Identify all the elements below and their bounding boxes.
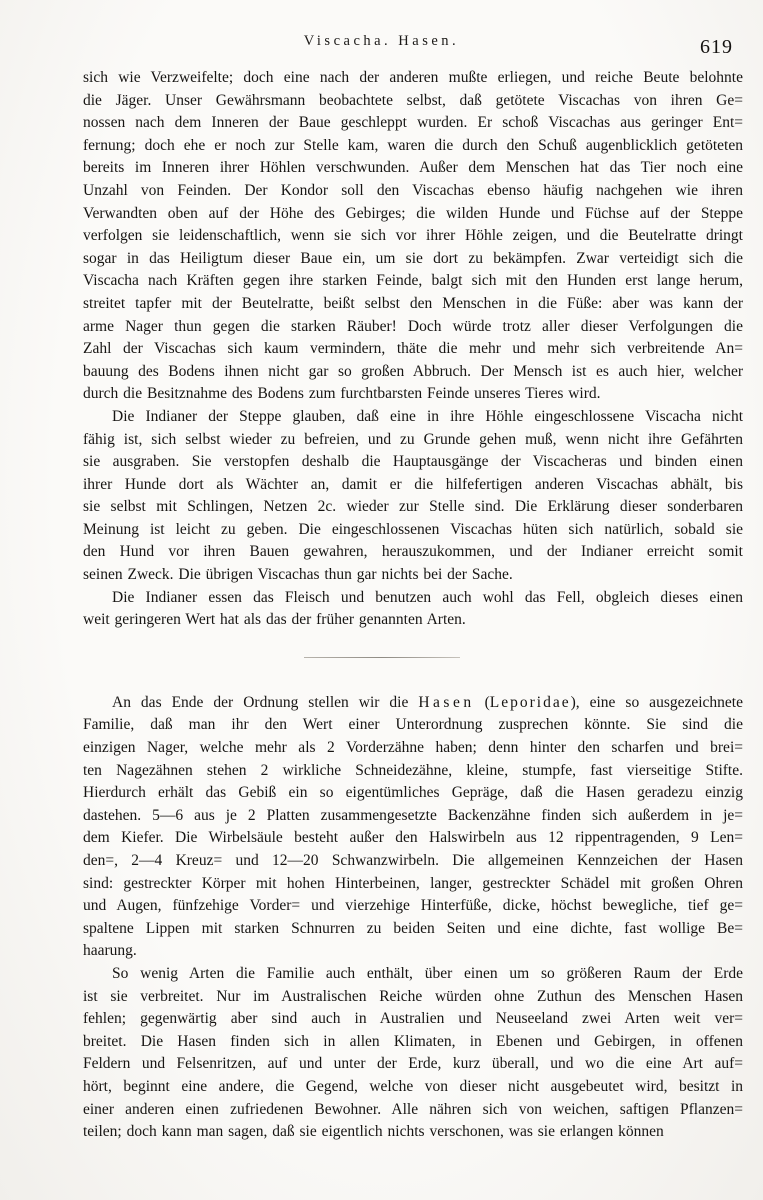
text-line: sie selbst mit Schlingen, Netzen 2c. wieder zur Stelle sind. Die Erklärung dieser sonderbaren — [83, 498, 743, 516]
running-head: Viscacha. Hasen. — [303, 33, 460, 49]
section-separator — [83, 657, 743, 658]
text-line: An das Ende der Ordnung stellen wir die Hasen (Leporidae), eine so ausgezeichnete — [112, 693, 743, 711]
text-line: sie ausgraben. Sie verstopfen deshalb die Hauptausgänge der Viscacheras und binden einen — [83, 453, 743, 471]
text-line: die Jäger. Unser Gewährsmann beobachtete selbst, daß getötete Viscachas von ihren Ge= — [83, 91, 743, 109]
paragraph — [83, 692, 743, 963]
text-line: dem Kiefer. Die Wirbelsäule besteht außer den Halswirbeln aus 12 rippentragenden, 9 Len= — [83, 829, 743, 847]
text-line: Verwandten oben auf der Höhe des Gebirges; die wilden Hunde und Füchse auf der Steppe — [83, 204, 743, 222]
text-line: breitet. Die Hasen finden sich in allen Klimaten, in Ebenen und Gebirgen, in offenen — [83, 1032, 743, 1050]
text-line: fähig ist, sich selbst wieder zu befreien, und zu Grunde gehen muß, wenn nicht ihre Gefährten — [83, 430, 743, 448]
text-line: bauung des Bodens ihnen nicht gar so großen Abbruch. Der Mensch ist es auch hier, welcher — [83, 362, 743, 380]
text-column — [83, 67, 743, 1144]
text-line: hört, beginnt eine andere, die Gegend, welche von dieser nicht ausgebeutet wird, besitzt in — [83, 1077, 743, 1095]
text-line: sich wie Verzweifelte; doch eine nach der anderen mußte erliegen, und reiche Beute belohnte — [83, 69, 743, 86]
paragraph — [83, 67, 743, 406]
text-line: streitet tapfer mit der Beutelratte, beißt selbst den Menschen in die Füße: aber was kann der — [83, 294, 743, 312]
text-line: Feldern und Felsenritzen, auf und unter der Erde, kurz überall, und wo die eine Art auf= — [83, 1055, 743, 1073]
text-line: Die Indianer der Steppe glauben, daß eine in ihre Höhle eingeschlossene Viscacha nicht — [112, 407, 743, 425]
text-line: fernung; doch ehe er noch zur Stelle kam, waren die durch den Schuß augenblicklich getöteten — [83, 136, 743, 154]
text-line: einzigen Nager, welche mehr als 2 Vorderzähne haben; denn hinter den scharfen und brei= — [83, 739, 743, 757]
text-line: durch die Besitznahme des Bodens zum furchtbarsten Feinde unseres Tieres wird. — [83, 385, 601, 403]
text-line: Hierdurch erhält das Gebiß ein so eigentümliches Gepräge, daß die Hasen geradezu einzig — [83, 784, 743, 802]
text-line: bereits im Inneren ihrer Höhlen verschwunden. Außer dem Menschen hat das Tier noch eine — [83, 159, 743, 177]
text-line: weit geringeren Wert hat als das der früher genannten Arten. — [83, 611, 466, 629]
text-line: seinen Zweck. Die übrigen Viscachas thun gar nichts bei der Sache. — [83, 566, 513, 584]
text-line: sogar in das Heiligtum dieser Baue ein, um sie dort zu bekämpfen. Zwar verteidigt sich die — [83, 249, 743, 267]
text-line: Familie, daß man ihr den Wert einer Unterordnung zusprechen könnte. Sie sind die — [83, 716, 743, 734]
text-line: Meinung ist leicht zu geben. Die eingeschlossenen Viscachas hüten sich natürlich, sobald sie — [83, 520, 743, 538]
text-line: dastehen. 5—6 aus je 2 Platten zusammengesetzte Backenzähne finden sich außerdem in je= — [83, 806, 743, 824]
text-line: arme Nager thun gegen die starken Räuber! Doch würde trotz aller dieser Verfolgungen die — [83, 317, 743, 335]
text-line: nossen nach dem Inneren der Baue geschleppt wurden. Er schoß Viscachas aus geringer Ent= — [83, 114, 743, 132]
text-line: und Augen, fünfzehige Vorder= und vierzehige Hinterfüße, dicke, höchst bewegliche, tief ge= — [83, 897, 743, 915]
separator-rule — [304, 657, 460, 658]
text-line: fehlen; gegenwärtig aber sind auch in Australien und Neuseeland zwei Arten weit ver= — [83, 1010, 743, 1028]
text-line: verfolgen sie leidenschaftlich, wenn sie sich vor ihrer Höhle zeigen, und die Beutelratte dringt — [83, 227, 743, 245]
text-line: einer anderen einen zufriedenen Bewohner. Alle nähren sich von weichen, saftigen Pflanzen= — [83, 1100, 743, 1118]
text-line: Die Indianer essen das Fleisch und benutzen auch wohl das Fell, obgleich dieses einen — [112, 588, 743, 606]
paragraph — [83, 963, 743, 1144]
section-hasen — [83, 692, 743, 1144]
text-line: So wenig Arten die Familie auch enthält, über einen um so größeren Raum der Erde — [112, 964, 743, 982]
text-line: ist sie verbreitet. Nur im Australischen Reiche würden ohne Zuthun des Menschen Hasen — [83, 987, 743, 1005]
text-line: spaltene Lippen mit starken Schnurren zu beiden Seiten und eine dichte, fast wollige Be= — [83, 919, 743, 937]
page-number: 619 — [700, 36, 733, 58]
text-line: sind: gestreckter Körper mit hohen Hinterbeinen, langer, gestreckter Schädel mit großen Ohren — [83, 874, 743, 892]
paragraph — [83, 406, 743, 587]
text-line: den=, 2—4 Kreuz= und 12—20 Schwanzwirbeln. Die allgemeinen Kennzeichen der Hasen — [83, 852, 743, 869]
spaced-term: Hasen — [418, 693, 475, 711]
paragraph — [83, 587, 743, 632]
section-viscacha — [83, 67, 743, 632]
text-line: den Hund vor ihren Bauen gewahren, herauszukommen, und der Indianer erreicht somit — [83, 543, 743, 561]
text-line: Zahl der Viscachas sich kaum vermindern, thäte die mehr und mehr sich verbreitende An= — [83, 340, 743, 358]
text-line: teilen; doch kann man sagen, daß sie eigentlich nichts verschonen, was sie erlangen können — [83, 1123, 664, 1141]
text-line: Unzahl von Feinden. Der Kondor soll den Viscachas ebenso häufig nachgehen wie ihren — [83, 181, 743, 199]
text-line: ihrer Hunde dort als Wächter an, damit er die hilfefertigen anderen Viscachas abhält, bis — [83, 475, 743, 493]
text-line: ten Nagezähnen stehen 2 wirkliche Schneidezähne, kleine, stumpfe, fast vierseitige Stifte. — [83, 761, 743, 779]
text-line: haarung. — [83, 942, 137, 960]
text-line: Viscacha nach Kräften gegen ihre starken Feinde, balgt sich mit den Hunden erst lange herum, — [83, 272, 743, 290]
latin-term: Leporidae — [489, 693, 571, 711]
